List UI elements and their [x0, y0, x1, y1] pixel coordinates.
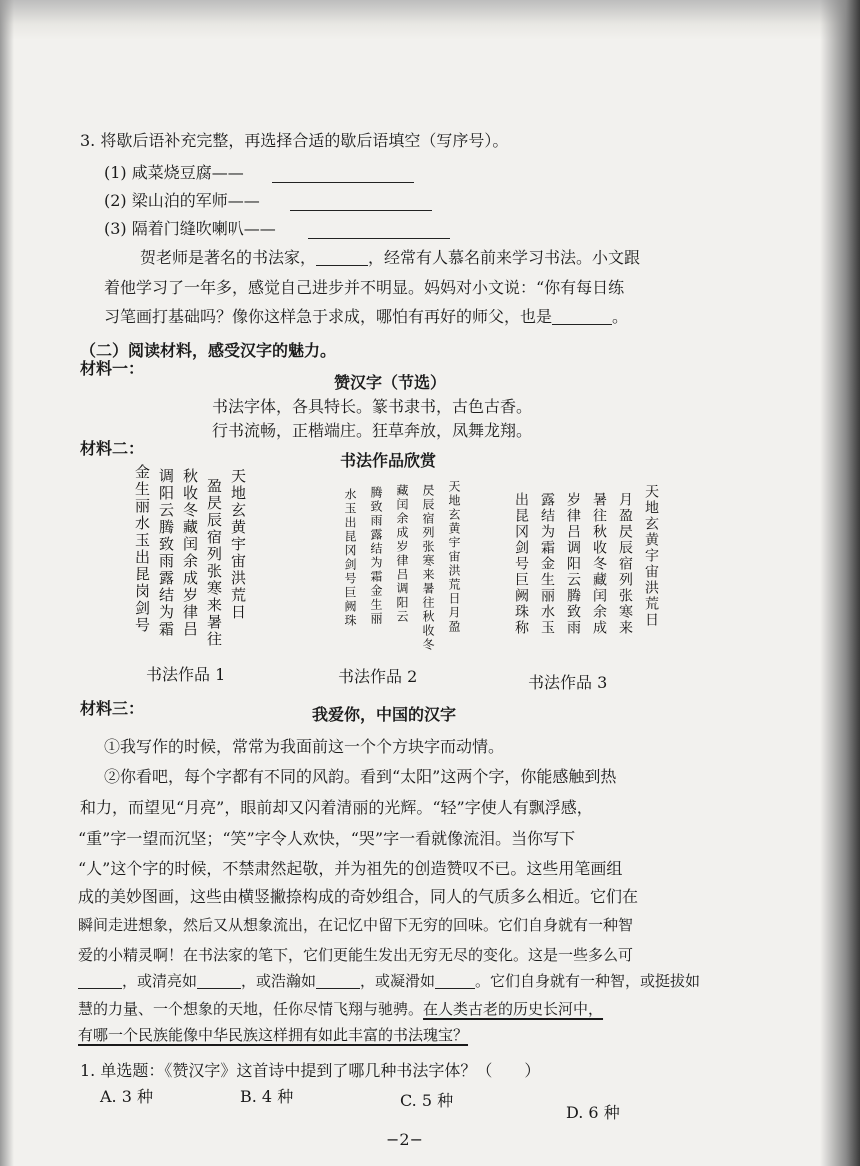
- q3-item-3: [104, 216, 276, 239]
- mc-question: 1. 单选题：《赞汉字》这首诗中提到了哪几种书法字体？（ ）: [80, 1061, 541, 1080]
- para-text: ，或凝滑如: [360, 972, 436, 990]
- material3-p2-line2: 和力，而望见“月亮”，眼前却又闪着清丽的光辉。“轻”字使人有飘浮感，: [80, 798, 593, 817]
- para-text: 。: [612, 307, 629, 326]
- material3-p1: ①我写作的时候，常常为我面前这一个个方块字而动情。: [104, 737, 505, 756]
- calligraphy-column: 水玉出昆冈剑号巨阙珠: [343, 488, 357, 628]
- fill-blank-6[interactable]: [435, 973, 475, 989]
- material3-title: 我爱你，中国的汉字: [312, 705, 457, 724]
- material3-p2-line7: 爱的小精灵啊！在书法家的笔下，它们更能生发出无穷无尽的变化。这是一些多么可: [78, 946, 634, 964]
- material2-title: 书法作品欣赏: [340, 451, 437, 470]
- material1-title: 赞汉字（节选）: [334, 373, 447, 392]
- calligraphy-column: 月盈昃辰宿列张寒来: [617, 492, 633, 636]
- material1-line1: 书法字体，各具特长。篆书隶书，古色古香。: [212, 397, 533, 416]
- calligraphy-column: 天地玄黄宇宙洪荒日: [229, 468, 247, 621]
- answer-line-1[interactable]: [272, 182, 414, 183]
- mc-option-b[interactable]: B. 4 种: [240, 1087, 294, 1106]
- para-text: 慧的力量、一个想象的天地，任你尽情飞翔与驰骋。: [78, 1000, 424, 1018]
- material3-p2-line6: 瞬间走进想象，然后又从想象流出，在记忆中留下无穷的回味。它们自身就有一种智: [78, 916, 634, 934]
- work-caption-2: 书法作品 2: [338, 667, 418, 686]
- q3-paragraph-line1: [140, 245, 640, 268]
- material1-line2: 行书流畅，正楷端庄。狂草奔放，凤舞龙翔。: [212, 421, 533, 440]
- q3-item-1: [104, 160, 244, 183]
- q3-item-num: (2): [104, 191, 127, 210]
- material3-p2-line8: [78, 970, 700, 991]
- mc-option-d[interactable]: D. 6 种: [566, 1103, 620, 1122]
- material3-p2-line1: ②你看吧，每个字都有不同的风韵。看到“太阳”这两个字，你能感触到热: [104, 767, 617, 786]
- para-text: 习笔画打基础吗？像你这样急于求成，哪怕有再好的师父，也是: [104, 307, 553, 326]
- para-text: 。它们自身就有一种智，或挺拔如: [475, 972, 701, 990]
- calligraphy-column: 秋收冬藏闰余成岁律吕: [181, 468, 199, 638]
- material3-p2-line4: “人”这个字的时候，不禁肃然起敬，并为祖先的创造赞叹不已。这些用笔画组: [78, 859, 623, 878]
- para-text: ，经常有人慕名前来学习书法。小文跟: [368, 248, 641, 267]
- underlined-sentence-part2: 有哪一个民族能像中华民族这样拥有如此丰富的书法瑰宝？: [78, 1026, 469, 1044]
- answer-line-2[interactable]: [290, 210, 432, 211]
- page-number: −2−: [386, 1130, 423, 1149]
- para-text: 贺老师是著名的书法家，: [140, 248, 317, 267]
- q3-paragraph-line2: 着他学习了一年多，感觉自己进步并不明显。妈妈对小文说：“你有每日练: [104, 278, 625, 297]
- calligraphy-column: 调阳云腾致雨露结为霜: [157, 468, 175, 638]
- calligraphy-work-1: [130, 462, 260, 662]
- q3-item-num: (3): [104, 219, 127, 238]
- fill-blank-2[interactable]: [552, 308, 612, 325]
- calligraphy-column: 出昆冈剑号巨阙珠称: [513, 492, 529, 636]
- calligraphy-column: 岁律吕调阳云腾致雨: [565, 492, 581, 636]
- mc-option-a[interactable]: A. 3 种: [100, 1087, 153, 1106]
- q3-item-text: 咸菜烧豆腐——: [131, 163, 244, 182]
- material2-label: 材料二：: [80, 439, 145, 458]
- calligraphy-column: 盈昃辰宿列张寒来暑往: [205, 478, 223, 648]
- underlined-sentence-part1: 在人类古老的历史长河中，: [423, 1000, 604, 1018]
- material3-p2-line9: [78, 998, 603, 1019]
- calligraphy-column: 天地玄黄宇宙洪荒日: [643, 484, 659, 628]
- calligraphy-column: 藏闰余成岁律吕调阳云: [395, 484, 409, 624]
- fill-blank-3[interactable]: [78, 973, 122, 989]
- material3-label: 材料三：: [80, 699, 145, 718]
- work-caption-1: 书法作品 1: [146, 665, 226, 684]
- fill-blank-5[interactable]: [316, 973, 360, 989]
- q3-heading: 3. 将歇后语补充完整，再选择合适的歇后语填空（写序号）。: [80, 131, 509, 150]
- work-caption-3: 书法作品 3: [528, 673, 608, 692]
- calligraphy-work-2: [318, 478, 478, 668]
- calligraphy-work-3: [508, 484, 668, 664]
- material3-p2-line3: “重”字一望而沉坚；“笑”字令人欢快，“哭”字一看就像流泪。当你写下: [78, 829, 576, 848]
- para-text: ，或清亮如: [122, 972, 198, 990]
- para-text: ，或浩瀚如: [241, 972, 317, 990]
- calligraphy-column: 天地玄黄宇宙洪荒日月盈: [447, 480, 461, 634]
- scan-shadow-left: [0, 0, 14, 1166]
- calligraphy-column: 金生丽水玉出昆岗剑号: [133, 464, 151, 634]
- q3-item-num: (1): [104, 163, 127, 182]
- scan-shadow-top: [0, 0, 860, 40]
- calligraphy-column: 暑往秋收冬藏闰余成: [591, 492, 607, 636]
- calligraphy-column: 露结为霜金生丽水玉: [539, 492, 555, 636]
- q3-item-text: 梁山泊的军师——: [131, 191, 260, 210]
- q3-item-text: 隔着门缝吹喇叭——: [131, 219, 276, 238]
- q3-item-2: [104, 188, 260, 211]
- answer-line-3[interactable]: [308, 238, 450, 239]
- section2-heading: （二）阅读材料，感受汉字的魅力。: [80, 341, 337, 360]
- material3-p2-line10: [78, 1024, 468, 1045]
- material3-p2-line5: 成的美妙图画，这些由横竖撇捺构成的奇妙组合，同人的气质多么相近。它们在: [78, 887, 639, 906]
- scan-shadow-right: [820, 0, 860, 1166]
- q3-paragraph-line3: [104, 304, 628, 327]
- mc-option-c[interactable]: C. 5 种: [400, 1091, 454, 1110]
- material1-label: 材料一：: [80, 359, 145, 378]
- calligraphy-column: 昃辰宿列张寒来暑往秋收冬: [421, 484, 435, 652]
- calligraphy-column: 腾致雨露结为霜金生丽: [369, 486, 383, 626]
- fill-blank-1[interactable]: [316, 249, 368, 266]
- fill-blank-4[interactable]: [197, 973, 241, 989]
